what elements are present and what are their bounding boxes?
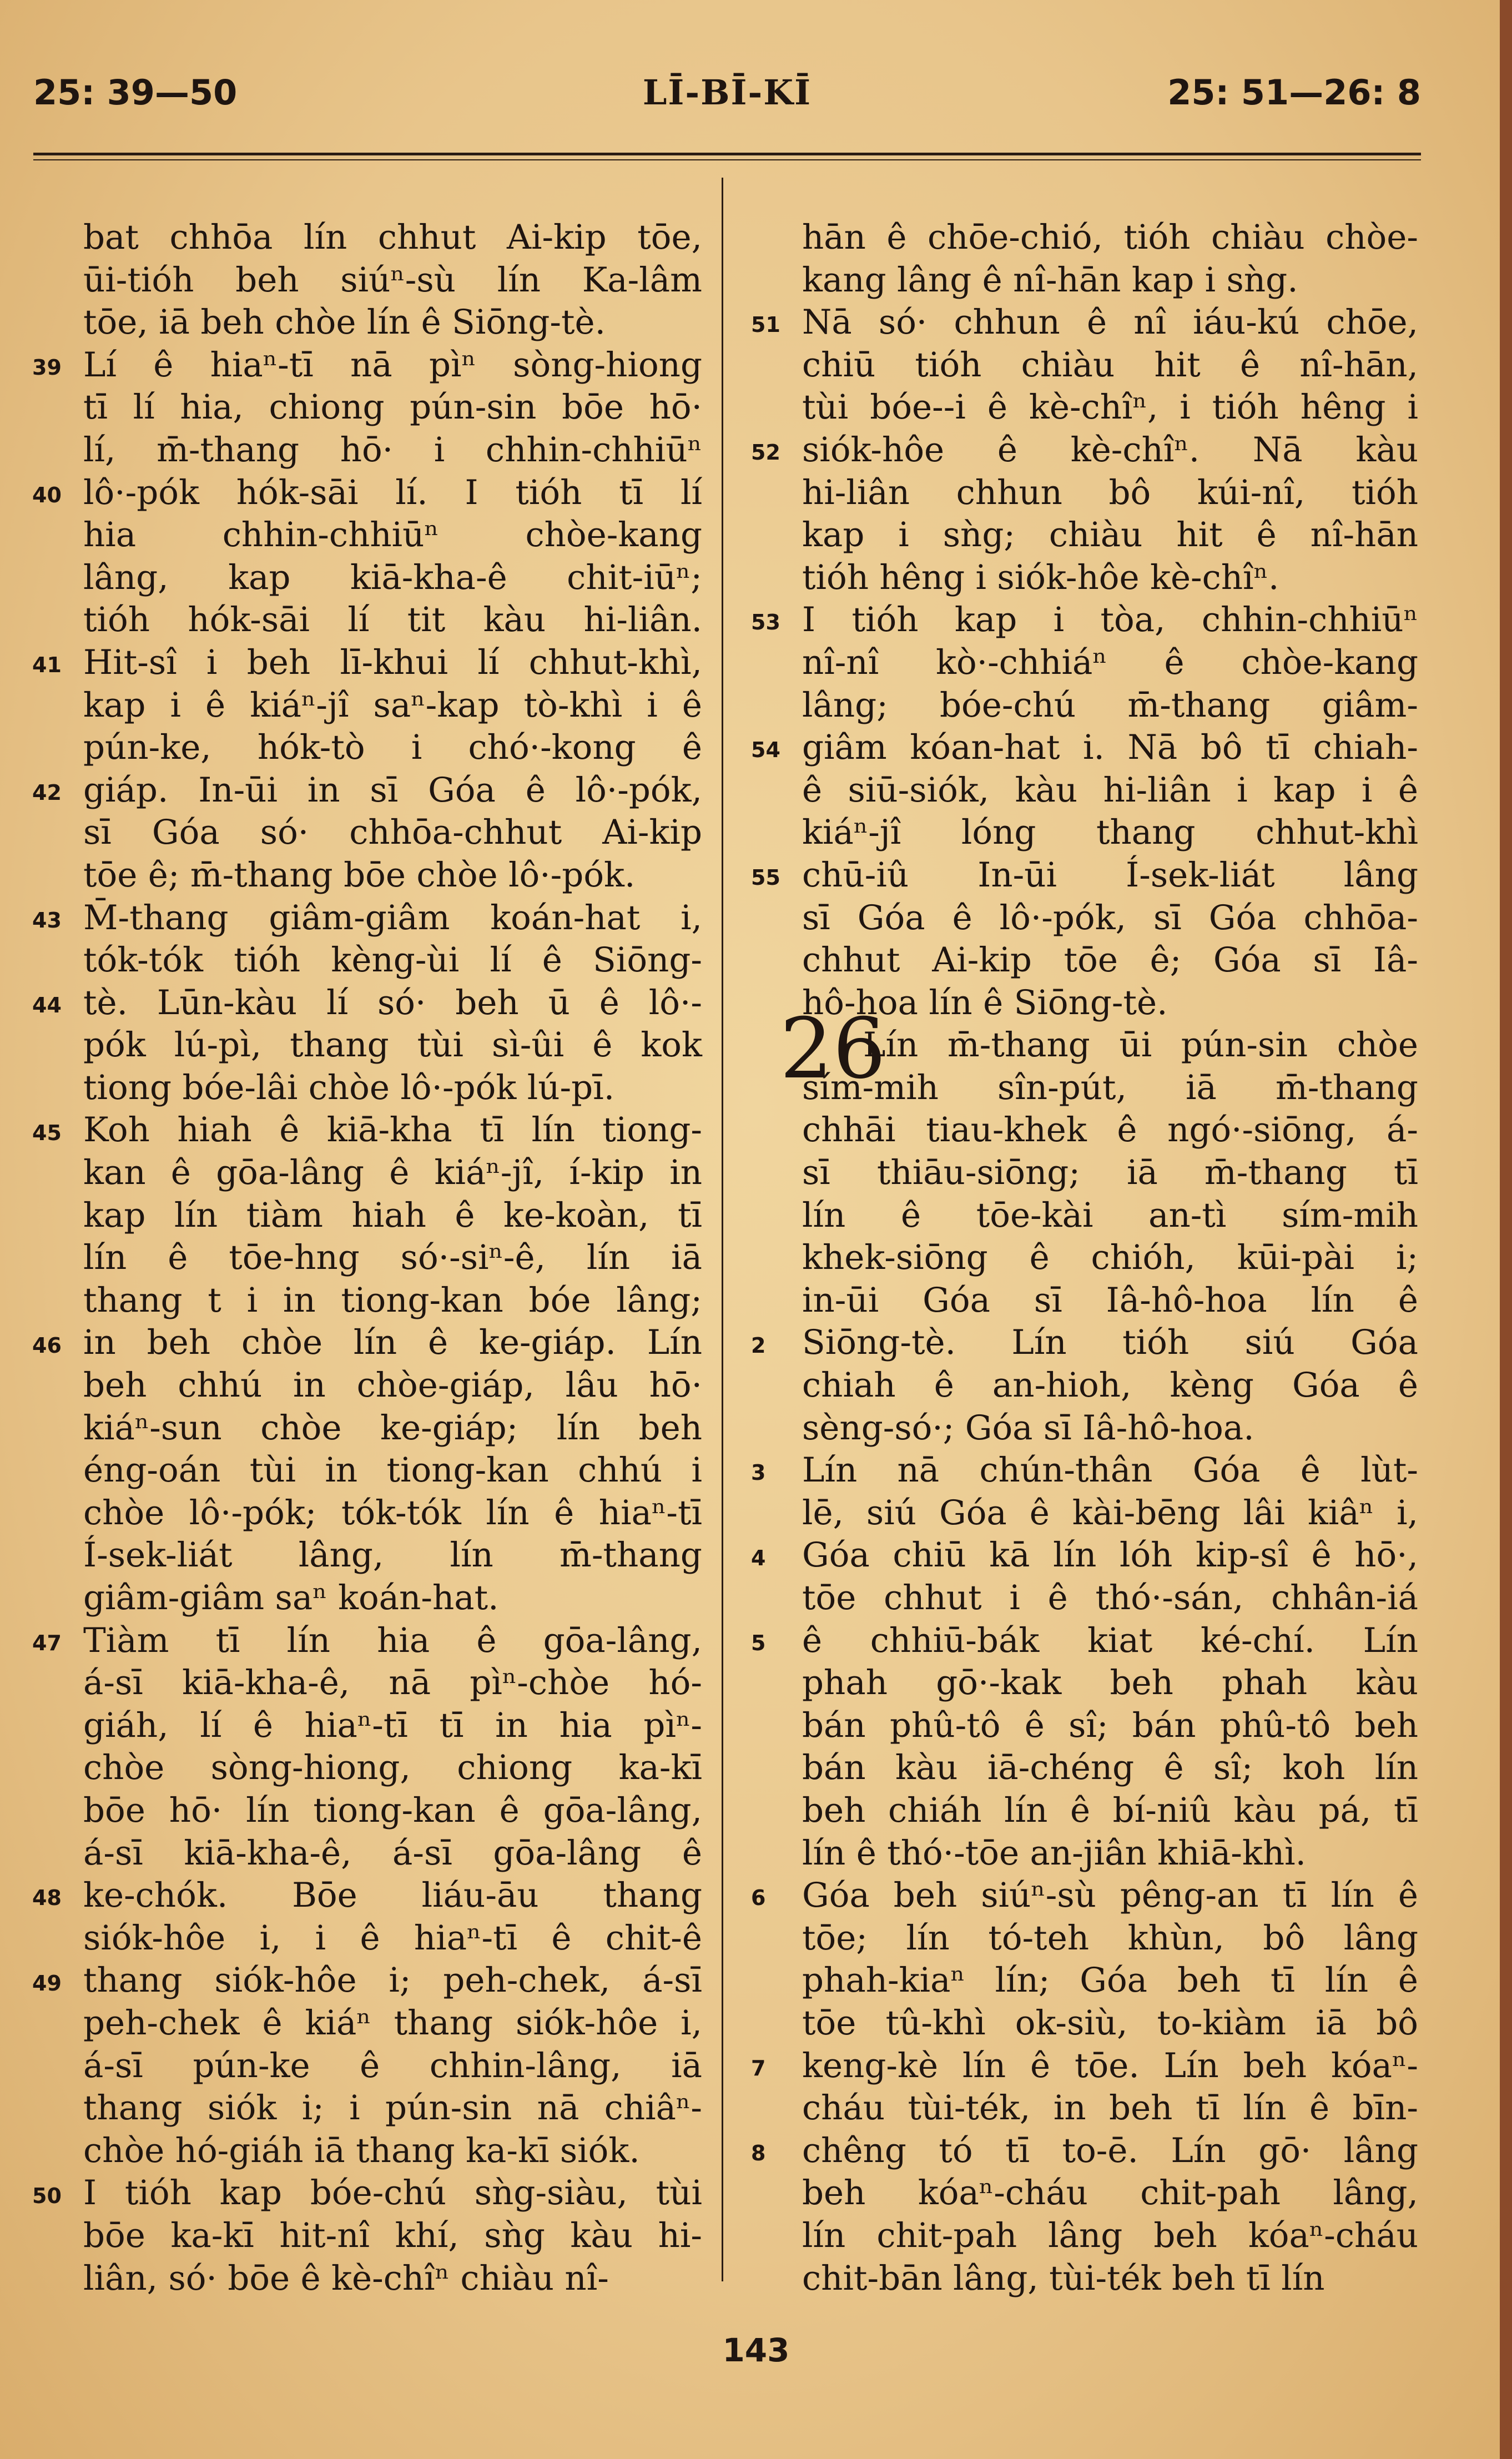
text-line: chòe sòng-hiong, chiong ka-kī bbox=[83, 1748, 702, 1788]
text-line: giâm-giâm saⁿ koán-hat. bbox=[83, 1578, 499, 1618]
verse-number: 44 bbox=[32, 992, 62, 1017]
text-line: Góa chiū kā lín lóh kip-sî ê hō·, bbox=[802, 1535, 1418, 1575]
text-line: hô-hoa lín ê Siōng-tè. bbox=[802, 982, 1168, 1022]
text-line: lē, siú Góa ê kài-bēng lâi kiâⁿ i, bbox=[802, 1493, 1418, 1533]
text-line: thang t i in tiong-kan bóe lâng; bbox=[83, 1280, 702, 1320]
text-line: peh-chek ê kiáⁿ thang siók-hôe i, bbox=[83, 2003, 702, 2043]
verse-number: 41 bbox=[32, 653, 62, 677]
text-line: hān ê chōe-chió, tióh chiàu chòe- bbox=[802, 218, 1418, 257]
text-line: tióh hêng i siók-hôe kè-chîⁿ. bbox=[802, 557, 1279, 597]
text-line: sī Góa ê lô·-pók, sī Góa chhōa- bbox=[802, 898, 1418, 938]
text-line: tī lí hia, chiong pún-sin bōe hō· bbox=[83, 387, 702, 427]
text-line: lín ê tōe-kài an-tì sím-mih bbox=[802, 1195, 1418, 1235]
text-line: tōe ê; m̄-thang bōe chòe lô·-pók. bbox=[83, 855, 636, 895]
verse-number: 2 bbox=[751, 1333, 766, 1358]
column-divider bbox=[722, 178, 723, 2281]
text-line: hi-liân chhun bô kúi-nî, tióh bbox=[802, 472, 1418, 512]
text-line: chū-iû In-ūi Í-sek-liát lâng bbox=[802, 855, 1418, 895]
text-line: ê chhiū-bák kiat ké-chí. Lín bbox=[802, 1620, 1418, 1660]
text-line: tùi bóe--i ê kè-chîⁿ, i tióh hêng i bbox=[802, 387, 1418, 427]
verse-number: 8 bbox=[751, 2141, 766, 2165]
header-rule bbox=[33, 153, 1421, 160]
text-line: bōe hō· lín tiong-kan ê gōa-lâng, bbox=[83, 1790, 702, 1830]
text-line: in-ūi Góa sī Iâ-hô-hoa lín ê bbox=[802, 1280, 1418, 1320]
text-line: lô·-pók hók-sāi lí. I tióh tī lí bbox=[83, 472, 702, 512]
text-line: I tióh kap bóe-chú sǹg-siàu, tùi bbox=[83, 2173, 702, 2213]
text-line: ê siū-siók, kàu hi-liân i kap i ê bbox=[802, 770, 1418, 810]
verse-number: 42 bbox=[32, 780, 62, 805]
text-line: keng-kè lín ê tōe. Lín beh kóaⁿ- bbox=[802, 2045, 1418, 2085]
text-line: Lín nā chún-thân Góa ê lùt- bbox=[802, 1450, 1418, 1490]
text-line: hia chhin-chhiūⁿ chòe-kang bbox=[83, 515, 702, 555]
text-line: liân, só· bōe ê kè-chîⁿ chiàu nî- bbox=[83, 2258, 609, 2298]
text-line: lín chit-pah lâng beh kóaⁿ-cháu bbox=[802, 2215, 1418, 2255]
text-line: giâm kóan-hat i. Nā bô tī chiah- bbox=[802, 728, 1418, 768]
text-line: thang siók-hôe i; peh-chek, á-sī bbox=[83, 1961, 702, 2001]
page-number: 143 bbox=[722, 2331, 790, 2369]
verse-number: 46 bbox=[32, 1333, 62, 1358]
text-line: giáp. In-ūi in sī Góa ê lô·-pók, bbox=[83, 770, 702, 810]
text-line: á-sī kiā-kha-ê, nā pìⁿ-chòe hó- bbox=[83, 1663, 702, 1703]
text-line: ūi-tióh beh siúⁿ-sù lín Ka-lâm bbox=[83, 260, 702, 300]
left-column bbox=[32, 216, 702, 2300]
text-line: Lín m̄-thang ūi pún-sin chòe bbox=[863, 1025, 1418, 1065]
header-title: LĪ-BĪ-KĪ bbox=[642, 72, 812, 113]
verse-number: 54 bbox=[751, 738, 780, 763]
text-line: tōe; lín tó-teh khùn, bô lâng bbox=[802, 1918, 1418, 1958]
text-line: tōe, iā beh chòe lín ê Siōng-tè. bbox=[83, 303, 606, 342]
text-line: bán phû-tô ê sî; bán phû-tô beh bbox=[802, 1705, 1418, 1745]
verse-number: 52 bbox=[751, 440, 780, 465]
text-line: Hit-sî i beh lī-khui lí chhut-khì, bbox=[83, 642, 702, 682]
text-line: tók-tók tióh kèng-ùi lí ê Siōng- bbox=[83, 940, 702, 980]
text-line: sèng-só·; Góa sī Iâ-hô-hoa. bbox=[802, 1408, 1254, 1448]
text-line: lín ê tōe-hng só·-siⁿ-ê, lín iā bbox=[83, 1238, 702, 1278]
text-line: Góa beh siúⁿ-sù pêng-an tī lín ê bbox=[802, 1876, 1418, 1916]
text-line: chòe hó-giáh iā thang ka-kī siók. bbox=[83, 2130, 640, 2170]
header-right-reference: 25: 51—26: 8 bbox=[1167, 72, 1421, 113]
verse-number: 5 bbox=[751, 1630, 766, 1655]
text-line: tióh hók-sāi lí tit kàu hi-liân. bbox=[83, 600, 702, 640]
text-line: khek-siōng ê chióh, kūi-pài i; bbox=[802, 1238, 1418, 1278]
text-line: sím-mih sîn-pút, iā m̄-thang bbox=[802, 1067, 1418, 1107]
text-line: á-sī kiā-kha-ê, á-sī gōa-lâng ê bbox=[83, 1833, 702, 1873]
text-line: cháu tùi-ték, in beh tī lín ê bīn- bbox=[802, 2088, 1418, 2128]
text-line: chêng tó tī to-ē. Lín gō· lâng bbox=[802, 2130, 1418, 2170]
text-line: kap lín tiàm hiah ê ke-koàn, tī bbox=[83, 1195, 702, 1235]
text-line: sī Góa só· chhōa-chhut Ai-kip bbox=[83, 813, 702, 853]
text-line: á-sī pún-ke ê chhin-lâng, iā bbox=[83, 2045, 702, 2085]
text-line: siók-hôe i, i ê hiaⁿ-tī ê chit-ê bbox=[83, 1918, 702, 1958]
verse-number: 40 bbox=[32, 482, 62, 507]
text-line: lín ê thó·-tōe an-jiân khiā-khì. bbox=[802, 1833, 1307, 1873]
text-line: Koh hiah ê kiā-kha tī lín tiong- bbox=[83, 1110, 702, 1150]
text-line: kiáⁿ-sun chòe ke-giáp; lín beh bbox=[83, 1408, 702, 1448]
verse-number: 7 bbox=[751, 2055, 766, 2080]
verse-number: 55 bbox=[751, 865, 780, 890]
verse-number: 49 bbox=[32, 1971, 62, 1996]
right-column bbox=[751, 216, 1418, 2300]
text-line: I tióh kap i tòa, chhin-chhiūⁿ bbox=[802, 600, 1418, 640]
text-line: kiáⁿ-jî lóng thang chhut-khì bbox=[802, 813, 1418, 853]
text-line: tōe chhut i ê thó·-sán, chhân-iá bbox=[802, 1578, 1418, 1618]
verse-number: 4 bbox=[751, 1545, 766, 1570]
chapter-number: 26 bbox=[780, 1001, 886, 1098]
text-line: chhut Ai-kip tōe ê; Góa sī Iâ- bbox=[802, 940, 1418, 980]
text-line: Tiàm tī lín hia ê gōa-lâng, bbox=[83, 1620, 702, 1660]
text-line: nî-nî kò·-chhiáⁿ ê chòe-kang bbox=[802, 642, 1418, 682]
page-footer bbox=[0, 2331, 1512, 2369]
verse-number: 50 bbox=[32, 2183, 62, 2208]
text-line: Lí ê hiaⁿ-tī nā pìⁿ sòng-hiong bbox=[83, 345, 702, 385]
running-header bbox=[33, 72, 1421, 133]
text-line: lâng; bóe-chú m̄-thang giâm- bbox=[802, 685, 1418, 725]
text-line: chòe lô·-pók; tók-tók lín ê hiaⁿ-tī bbox=[83, 1493, 702, 1533]
text-line: beh kóaⁿ-cháu chit-pah lâng, bbox=[802, 2173, 1418, 2213]
text-line: kap i ê kiáⁿ-jî saⁿ-kap tò-khì i ê bbox=[83, 685, 702, 725]
text-line: lâng, kap kiā-kha-ê chit-iūⁿ; bbox=[83, 557, 702, 597]
text-line: phah gō·-kak beh phah kàu bbox=[802, 1663, 1418, 1703]
verse-number: 3 bbox=[751, 1460, 766, 1485]
verse-number: 45 bbox=[32, 1120, 62, 1145]
text-line: tiong bóe-lâi chòe lô·-pók lú-pī. bbox=[83, 1067, 615, 1107]
text-line: bōe ka-kī hit-nî khí, sǹg kàu hi- bbox=[83, 2215, 702, 2255]
text-line: ke-chók. Bōe liáu-āu thang bbox=[83, 1876, 702, 1916]
text-line: tōe tû-khì ok-siù, to-kiàm iā bô bbox=[802, 2003, 1418, 2043]
text-line: lí, m̄-thang hō· i chhin-chhiūⁿ bbox=[83, 430, 702, 470]
text-line: chiah ê an-hioh, kèng Góa ê bbox=[802, 1365, 1418, 1405]
text-line: chhāi tiau-khek ê ngó·-siōng, á- bbox=[802, 1110, 1418, 1150]
verse-number: 48 bbox=[32, 1886, 62, 1911]
text-line: chit-bān lâng, tùi-ték beh tī lín bbox=[802, 2258, 1325, 2298]
text-line: Nā só· chhun ê nî iáu-kú chōe, bbox=[802, 303, 1418, 342]
header-left-reference: 25: 39—50 bbox=[33, 72, 238, 113]
text-line: thang siók i; i pún-sin nā chiâⁿ- bbox=[83, 2088, 702, 2128]
text-line: sī thiāu-siōng; iā m̄-thang tī bbox=[802, 1153, 1418, 1193]
text-line: giáh, lí ê hiaⁿ-tī tī in hia pìⁿ- bbox=[83, 1705, 702, 1745]
text-line: M̄-thang giâm-giâm koán-hat i, bbox=[83, 898, 702, 938]
text-line: kap i sǹg; chiàu hit ê nî-hān bbox=[802, 515, 1418, 555]
verse-number: 39 bbox=[32, 355, 62, 380]
text-line: siók-hôe ê kè-chîⁿ. Nā kàu bbox=[802, 430, 1418, 470]
verse-number: 53 bbox=[751, 610, 780, 635]
text-line: chiū tióh chiàu hit ê nî-hān, bbox=[802, 345, 1418, 385]
text-line: Í-sek-liát lâng, lín m̄-thang bbox=[83, 1535, 702, 1575]
verse-number: 51 bbox=[751, 313, 780, 337]
text-line: in beh chòe lín ê ke-giáp. Lín bbox=[83, 1323, 702, 1363]
text-line: phah-kiaⁿ lín; Góa beh tī lín ê bbox=[802, 1961, 1418, 2001]
text-line: beh chiáh lín ê bí-niû kàu pá, tī bbox=[802, 1790, 1418, 1830]
text-line: éng-oán tùi in tiong-kan chhú i bbox=[83, 1450, 702, 1490]
page-edge bbox=[1500, 0, 1512, 2459]
text-line: kang lâng ê nî-hān kap i sǹg. bbox=[802, 260, 1298, 300]
text-line: Siōng-tè. Lín tióh siú Góa bbox=[802, 1323, 1418, 1363]
verse-number: 47 bbox=[32, 1630, 62, 1655]
text-line: kan ê gōa-lâng ê kiáⁿ-jî, í-kip in bbox=[83, 1153, 702, 1193]
text-line: beh chhú in chòe-giáp, lâu hō· bbox=[83, 1365, 702, 1405]
text-line: pún-ke, hók-tò i chó·-kong ê bbox=[83, 728, 702, 768]
verse-number: 6 bbox=[751, 1886, 766, 1911]
text-line: tè. Lūn-kàu lí só· beh ū ê lô·- bbox=[83, 982, 702, 1022]
text-line: pók lú-pì, thang tùi sì-ûi ê kok bbox=[83, 1025, 702, 1065]
verse-number: 43 bbox=[32, 908, 62, 933]
text-line: bat chhōa lín chhut Ai-kip tōe, bbox=[83, 218, 702, 257]
text-line: bán kàu iā-chéng ê sî; koh lín bbox=[802, 1748, 1418, 1788]
